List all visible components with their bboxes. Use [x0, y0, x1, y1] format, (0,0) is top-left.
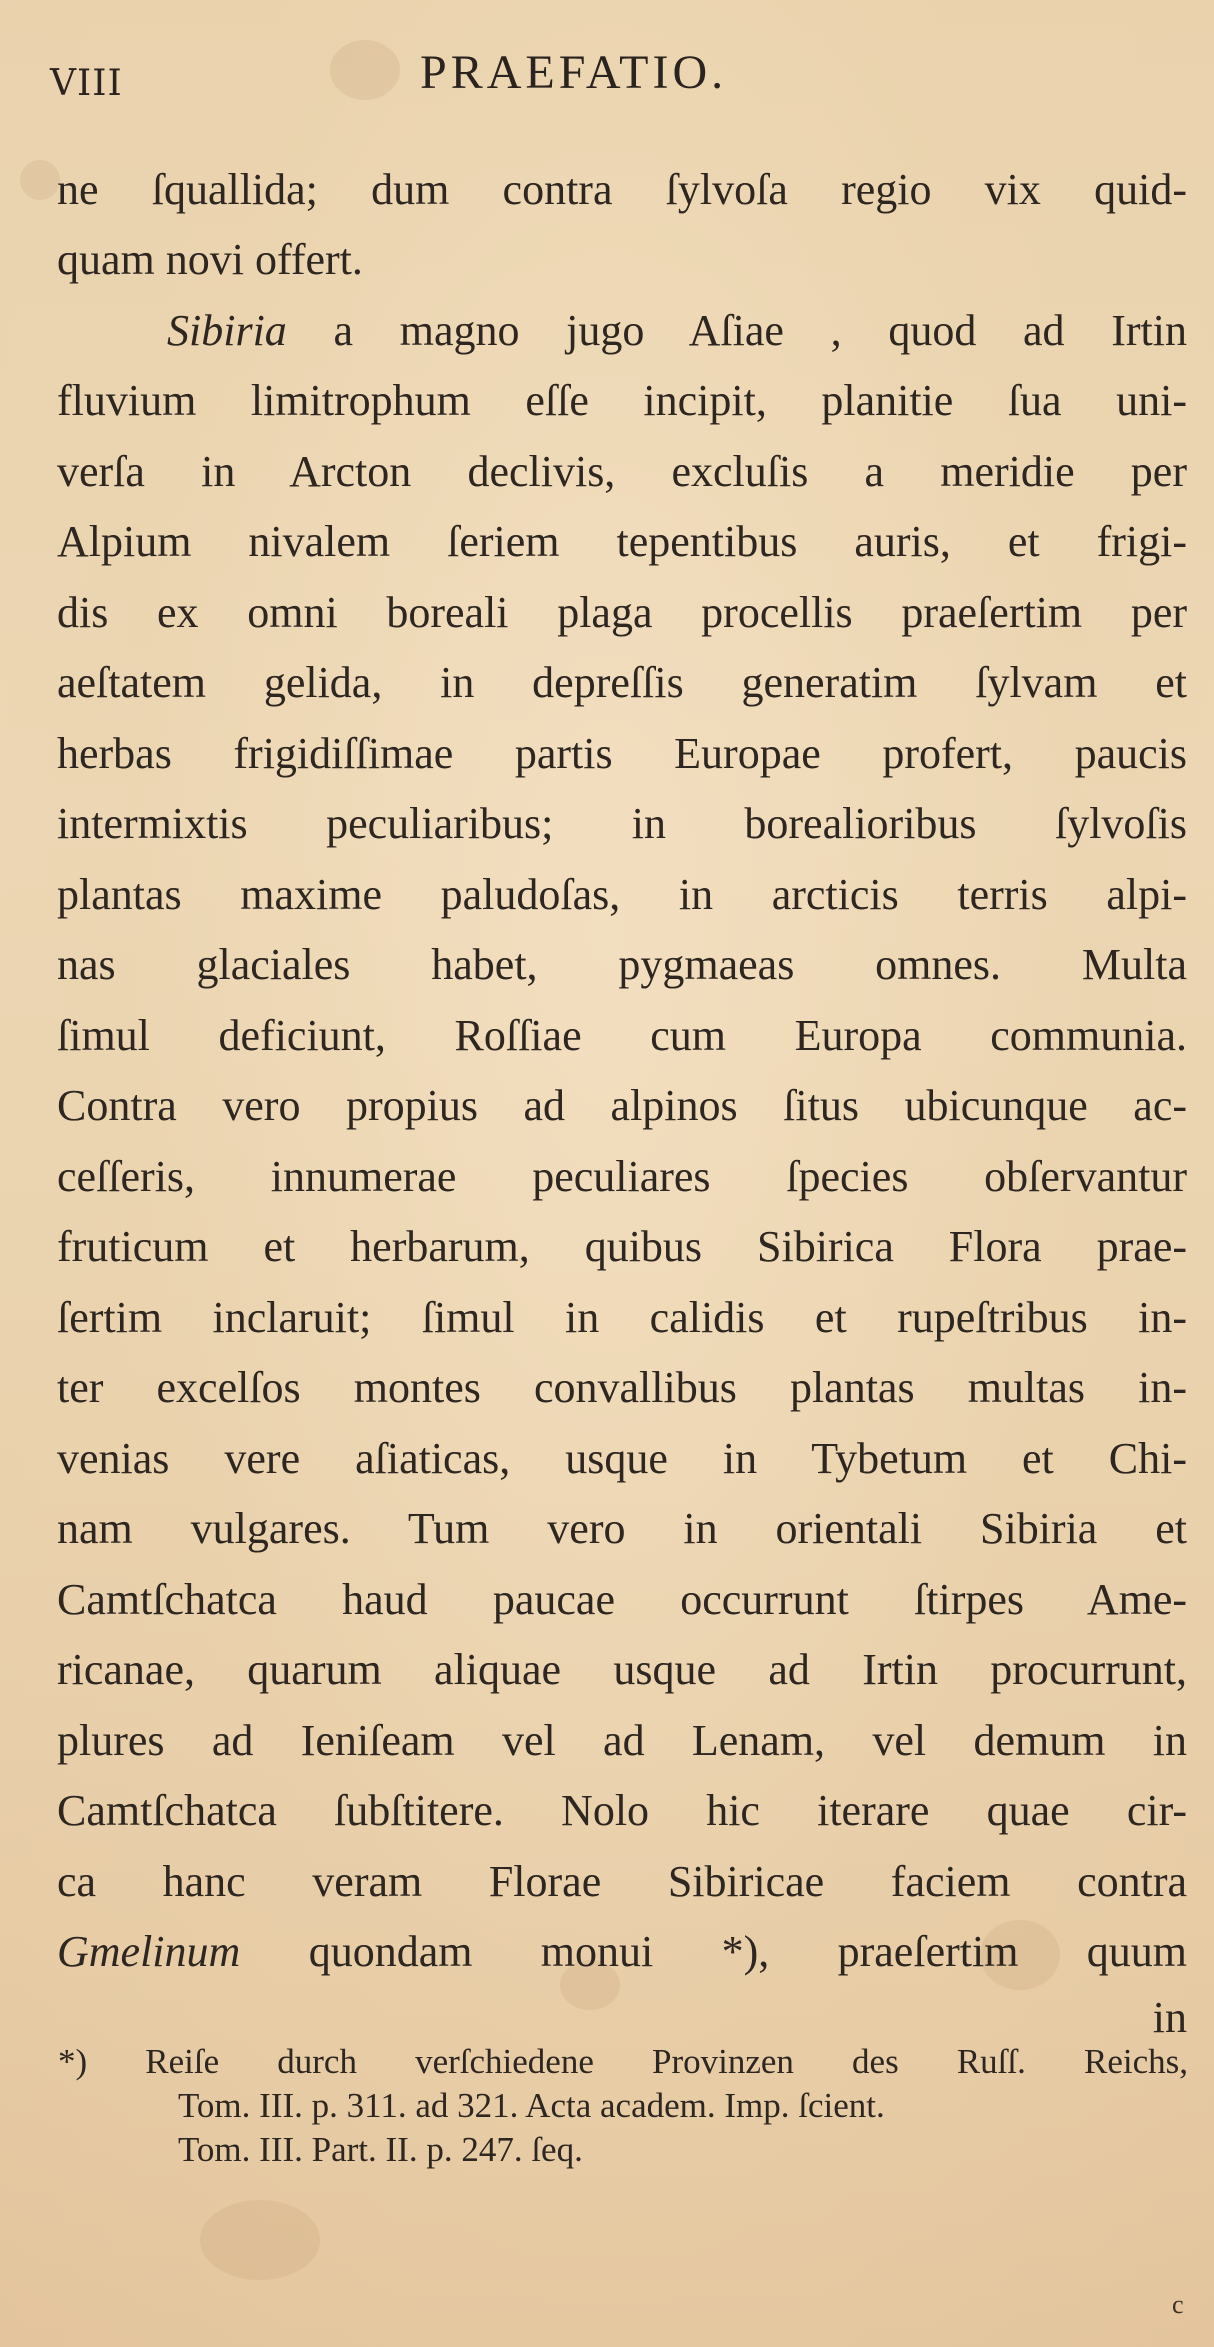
text-line: verſa in Arcton declivis, excluſis a meridie per [57, 447, 1187, 496]
text-line: plures ad Ieniſeam vel ad Lenam, vel demum in [57, 1716, 1187, 1765]
text-line: ceſſeris, innumerae peculiares ſpecies obſervantur [57, 1152, 1187, 1201]
page-number: VIII [50, 63, 123, 104]
text-line: Camtſchatca ſubſtitere. Nolo hic iterare quae cir- [57, 1786, 1187, 1835]
running-head: PRAEFATIO. [420, 46, 728, 99]
text-line: dis ex omni boreali plaga procellis praeſertim per [57, 588, 1187, 637]
text-line: aeſtatem gelida, in depreſſis generatim ſylvam et [57, 658, 1187, 707]
footnote-line: Tom. III. p. 311. ad 321. Acta academ. Imp. ſcient. [178, 2086, 885, 2125]
text-line: ne ſquallida; dum contra ſylvoſa regio vix quid- [57, 165, 1187, 214]
text-line [57, 1922, 1187, 1982]
text-line: plantas maxime paludoſas, in arcticis terris alpi- [57, 870, 1187, 919]
text-line: Alpium nivalem ſeriem tepentibus auris, et frigi- [57, 517, 1187, 566]
text-line: quam novi offert. [57, 235, 363, 284]
text-line: ſertim inclaruit; ſimul in calidis et rupeſtribus in- [57, 1293, 1187, 1342]
foxing-spot [20, 160, 60, 200]
text-line: intermixtis peculiaribus; in borealioribus ſylvoſis [57, 799, 1187, 848]
catchword: in [1152, 1993, 1187, 2042]
text-line: Contra vero propius ad alpinos ſitus ubicunque ac- [57, 1081, 1187, 1130]
text-line: nas glaciales habet, pygmaeas omnes. Multa [57, 940, 1187, 989]
text-line [57, 301, 1187, 361]
text-line-rest: a magno jugo Aſiae , quod ad Irtin [333, 306, 1187, 355]
author-name: Gmelinum [57, 1927, 241, 1976]
text-line: nam vulgares. Tum vero in orientali Sibiria et [57, 1504, 1187, 1553]
text-line: ricanae, quarum aliquae usque ad Irtin procurrunt, [57, 1645, 1187, 1694]
signature-mark: c [1172, 2290, 1184, 2319]
text-line: ca hanc veram Florae Sibiricae faciem contra [57, 1857, 1187, 1906]
text-line: fluvium limitrophum eſſe incipit, planitie ſua uni- [57, 376, 1187, 425]
paragraph-lead-word: Sibiria [167, 306, 287, 355]
text-line: fruticum et herbarum, quibus Sibirica Flora prae- [57, 1222, 1187, 1271]
page-header [0, 45, 1214, 105]
footnote-line: Tom. III. Part. II. p. 247. ſeq. [178, 2130, 583, 2169]
text-line: Camtſchatca haud paucae occurrunt ſtirpes Ame- [57, 1575, 1187, 1624]
text-line: ſimul deficiunt, Roſſiae cum Europa communia. [57, 1011, 1187, 1060]
text-line: venias vere aſiaticas, usque in Tybetum et Chi- [57, 1434, 1187, 1483]
text-line-rest: quondam monui *), praeſertim quum [308, 1927, 1188, 1976]
text-line: herbas frigidiſſimae partis Europae profert, paucis [57, 729, 1187, 778]
footnote-line: *) Reiſe durch verſchiedene Provinzen des Ruſſ. Reichs, [58, 2042, 1188, 2081]
foxing-spot [200, 2200, 320, 2280]
text-line: ter excelſos montes convallibus plantas multas in- [57, 1363, 1187, 1412]
